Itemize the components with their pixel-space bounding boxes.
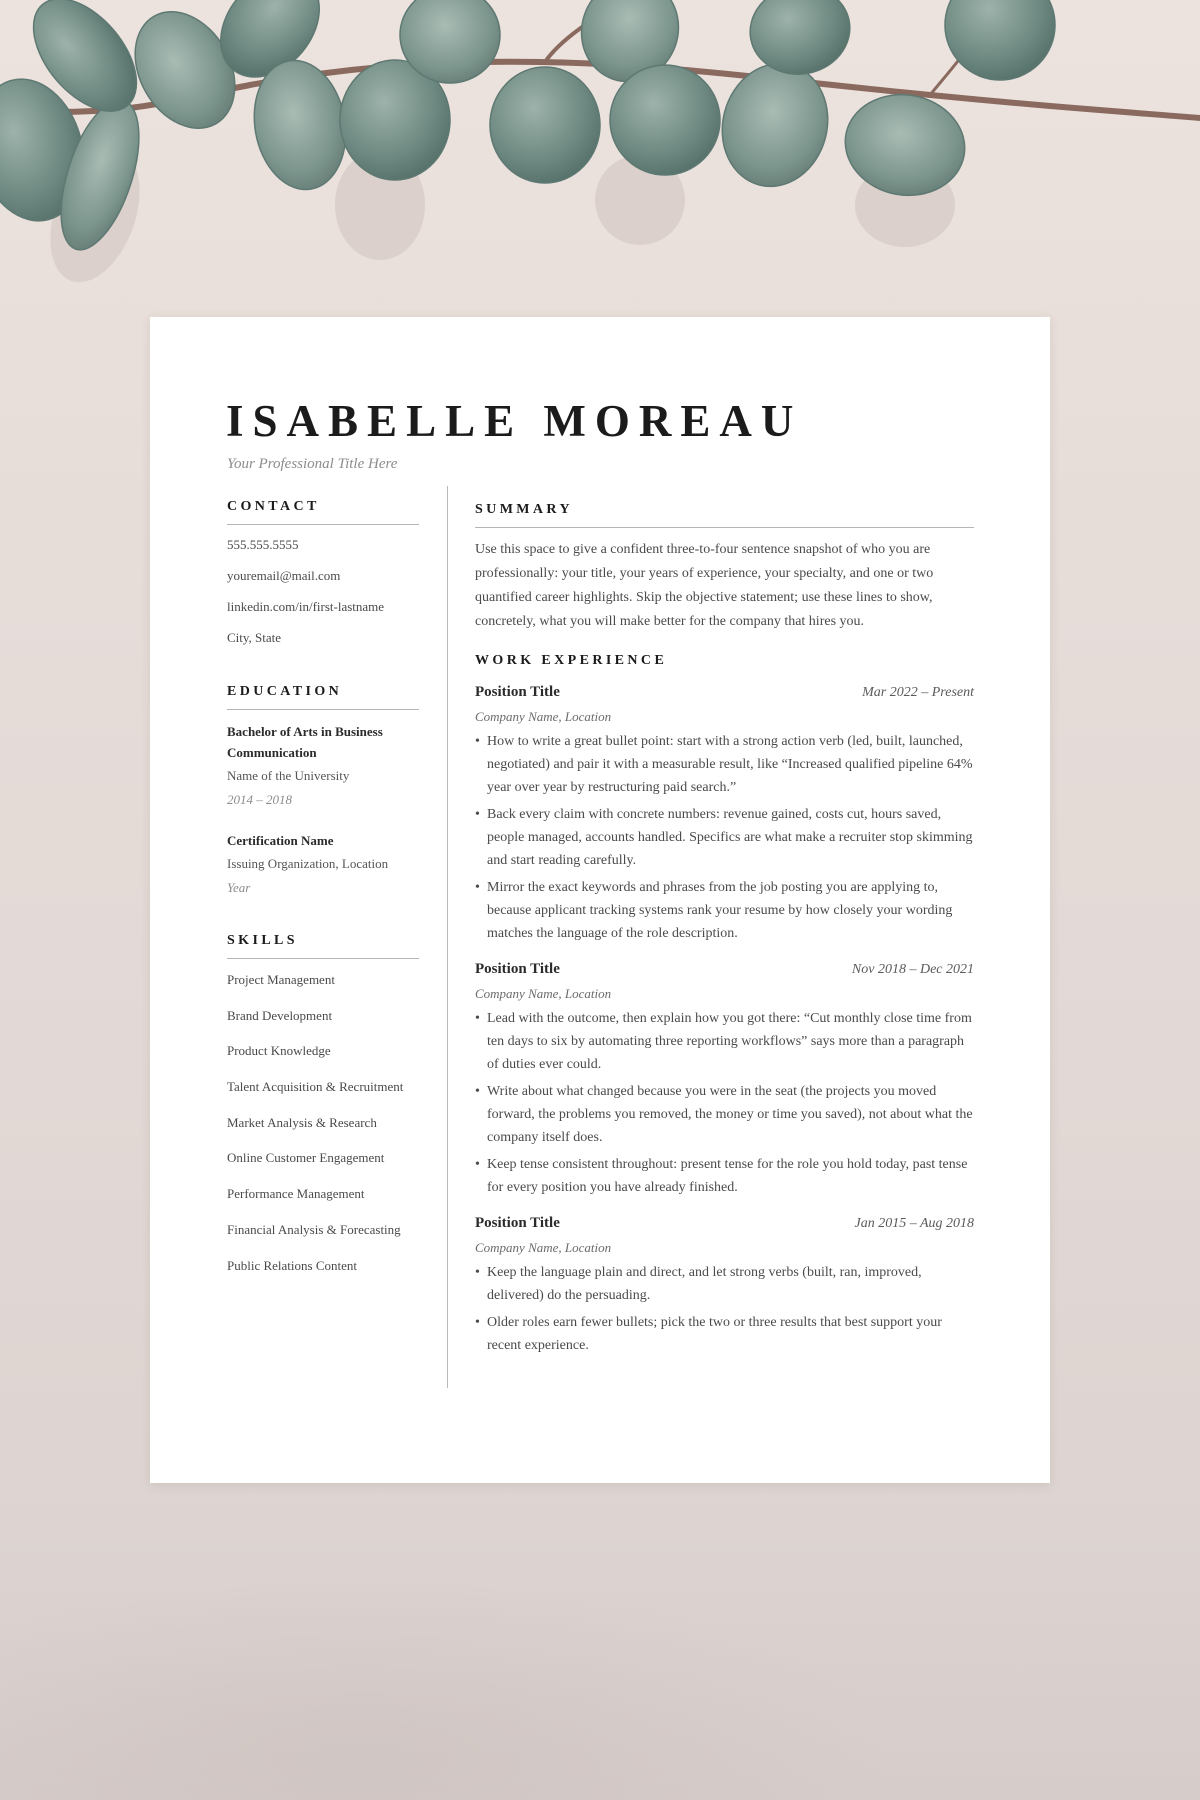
job-dates: Mar 2022 – Present: [862, 685, 974, 700]
job-bullet: [475, 1080, 974, 1149]
bullet-text: Keep tense consistent throughout: present tense for the role you hold today, past tense for every position you have already finished.: [487, 1157, 968, 1195]
contact-email: youremail@mail.com: [227, 568, 341, 583]
skills-heading: SKILLS: [227, 934, 419, 959]
summary-heading: SUMMARY: [475, 503, 974, 528]
contact-section: [227, 500, 419, 647]
professional-title: Your Professional Title Here: [227, 456, 398, 472]
skill-item: Financial Analysis & Forecasting: [227, 1221, 401, 1237]
bullet-text: Keep the language plain and direct, and let strong verbs (built, ran, improved, delivered) do the persuading.: [487, 1265, 922, 1303]
skill-item: Project Management: [227, 972, 335, 987]
resume-page: [150, 317, 1050, 1483]
bullet-icon: •: [475, 1265, 480, 1280]
column-divider: [447, 486, 448, 1388]
skill-item: Product Knowledge: [227, 1043, 331, 1059]
education-entry: [227, 721, 419, 810]
job-entry: [475, 682, 974, 945]
bullet-icon: •: [475, 1084, 480, 1099]
job-bullet: [475, 1153, 974, 1199]
bullet-icon: •: [475, 1157, 480, 1172]
bullet-icon: •: [475, 880, 480, 895]
work-experience-section: [475, 654, 974, 1357]
job-dates: Nov 2018 – Dec 2021: [851, 962, 974, 977]
job-title: Position Title: [475, 1215, 560, 1231]
summary-text: Use this space to give a confident three-to-four sentence snapshot of who you are professionally: your title, your years of experience, your specialty, and one or two quantified career highlights. Skip the objective statement; use these lines to show, concretely, what you will make better for the company that hires you.: [475, 542, 934, 629]
degree-institution: Name of the University: [227, 768, 350, 783]
job-title: Position Title: [475, 961, 560, 977]
bullet-text: How to write a great bullet point: start with a strong action verb (led, built, launched, negotiated) and pair it with a measurable result, like “Increased qualified pipeline 64% year over year by restructuring paid search.”: [487, 734, 973, 795]
bullet-icon: •: [475, 1011, 480, 1026]
certification-issuer: Issuing Organization, Location: [227, 856, 389, 871]
job-company: Company Name, Location: [475, 1240, 612, 1255]
job-bullets: [475, 1261, 974, 1357]
job-bullet: [475, 1311, 974, 1357]
job-company: Company Name, Location: [475, 709, 612, 724]
resume-name: ISABELLE MOREAU: [226, 396, 803, 446]
contact-location: City, State: [227, 630, 282, 645]
job-bullets: [475, 730, 974, 945]
bullet-icon: •: [475, 1315, 480, 1330]
job-bullet: [475, 1007, 974, 1076]
education-entry: [227, 830, 419, 898]
degree-title: Bachelor of Arts in Business Communication: [227, 724, 383, 760]
job-bullet: [475, 803, 974, 872]
contact-phone: 555.555.5555: [227, 537, 299, 552]
skills-section: [227, 934, 419, 1275]
job-bullet: [475, 876, 974, 945]
job-company: Company Name, Location: [475, 986, 612, 1001]
bullet-text: Older roles earn fewer bullets; pick the two or three results that best support your recent experience.: [487, 1315, 942, 1353]
bullet-text: Mirror the exact keywords and phrases from the job posting you are applying to, because applicant tracking systems rank your resume by how closely your wording matches the language of the role description.: [487, 880, 953, 941]
job-title: Position Title: [475, 684, 560, 700]
education-heading: EDUCATION: [227, 685, 419, 710]
job-dates: Jan 2015 – Aug 2018: [854, 1216, 974, 1231]
skill-item: Public Relations Content: [227, 1257, 357, 1273]
job-entry: [475, 1213, 974, 1357]
work-experience-heading: WORK EXPERIENCE: [475, 653, 668, 668]
job-bullet: [475, 730, 974, 799]
certification-year: Year: [227, 880, 251, 895]
skill-item: Brand Development: [227, 1007, 333, 1023]
certification-title: Certification Name: [227, 833, 334, 848]
skill-item: Online Customer Engagement: [227, 1150, 385, 1166]
bullet-text: Back every claim with concrete numbers: revenue gained, costs cut, hours saved, people managed, accounts handled. Specifics are what make a recruiter stop skimming and start reading carefully.: [487, 807, 973, 868]
bullet-text: Write about what changed because you were in the seat (the projects you moved forward, the problems you removed, the money or time you saved), not about what the company itself does.: [487, 1084, 973, 1145]
bullet-icon: •: [475, 807, 480, 822]
contact-linkedin: linkedin.com/in/first-lastname: [227, 599, 385, 614]
right-column: [475, 503, 974, 1357]
job-bullets: [475, 1007, 974, 1199]
education-section: [227, 685, 419, 898]
summary-section: [475, 503, 974, 634]
job-bullet: [475, 1261, 974, 1307]
bullet-text: Lead with the outcome, then explain how you got there: “Cut monthly close time from ten days to six by automating three reporting workflows” says more than a paragraph of duties ever could.: [487, 1011, 972, 1072]
degree-year: 2014 – 2018: [227, 792, 292, 807]
left-column: [227, 500, 419, 1275]
job-entry: [475, 959, 974, 1199]
bullet-icon: •: [475, 734, 480, 749]
contact-heading: CONTACT: [227, 500, 419, 525]
skill-item: Market Analysis & Research: [227, 1114, 377, 1130]
skill-item: Talent Acquisition & Recruitment: [227, 1079, 404, 1095]
skill-item: Performance Management: [227, 1186, 365, 1202]
